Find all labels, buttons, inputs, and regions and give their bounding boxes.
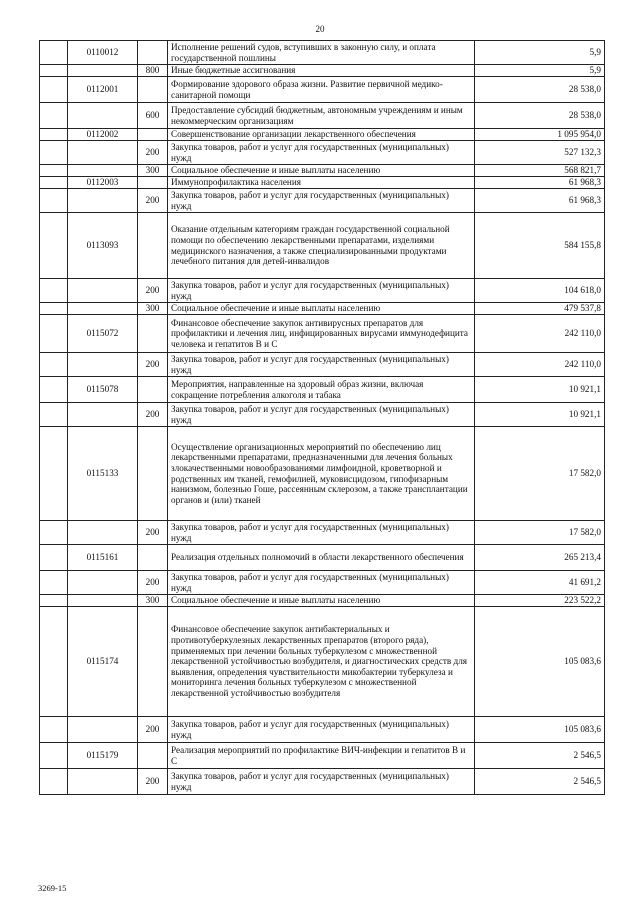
row-sum: 28 538,0 <box>475 103 605 129</box>
row-expense-type: 200 <box>138 279 168 303</box>
row-expense-type <box>138 177 168 189</box>
row-blank-cell <box>40 595 68 607</box>
row-expense-type: 300 <box>138 165 168 177</box>
row-sum: 17 582,0 <box>475 521 605 545</box>
row-blank-cell <box>40 403 68 427</box>
table-row <box>40 103 605 129</box>
table-row <box>40 769 605 795</box>
table-row <box>40 165 605 177</box>
row-name: Социальное обеспечение и иные выплаты населению <box>168 303 475 315</box>
row-target-code <box>68 353 138 377</box>
row-blank-cell <box>40 377 68 403</box>
table-row <box>40 521 605 545</box>
row-expense-type <box>138 315 168 353</box>
row-blank-cell <box>40 353 68 377</box>
row-target-code: 0110012 <box>68 41 138 65</box>
table-row <box>40 315 605 353</box>
row-target-code: 0115133 <box>68 427 138 521</box>
table-row <box>40 177 605 189</box>
row-name: Закупка товаров, работ и услуг для государственных (муниципальных) нужд <box>168 571 475 595</box>
row-blank-cell <box>40 189 68 213</box>
budget-table-body <box>40 41 605 795</box>
row-sum: 10 921,1 <box>475 403 605 427</box>
row-expense-type: 200 <box>138 141 168 165</box>
row-target-code: 0112002 <box>68 129 138 141</box>
row-target-code: 0112001 <box>68 77 138 103</box>
row-blank-cell <box>40 521 68 545</box>
row-expense-type <box>138 427 168 521</box>
row-blank-cell <box>40 129 68 141</box>
row-expense-type: 600 <box>138 103 168 129</box>
row-blank-cell <box>40 303 68 315</box>
row-name: Реализация отдельных полномочий в области лекарственного обеспечения <box>168 545 475 571</box>
row-name: Закупка товаров, работ и услуг для государственных (муниципальных) нужд <box>168 353 475 377</box>
row-sum: 527 132,3 <box>475 141 605 165</box>
row-name: Финансовое обеспечение закупок антивирусных препаратов для профилактики и лечения лиц, инфицированных вирусами иммунодефицита человека и гепатитов В и С <box>168 315 475 353</box>
row-target-code <box>68 189 138 213</box>
row-blank-cell <box>40 769 68 795</box>
row-blank-cell <box>40 165 68 177</box>
row-blank-cell <box>40 315 68 353</box>
table-row <box>40 545 605 571</box>
row-name: Финансовое обеспечение закупок антибактериальных и противотуберкулезных лекарственных препаратов (второго ряда), применяемых при лечении больных туберкулезом с множественной лекарственной устойчивостью возбудителя, и диагностических средств для выявления, определения чувствительности микобактерии туберкулеза и мониторинга лечения больных туберкулезом с множественной лекарственной устойчивостью возбудителя <box>168 607 475 717</box>
row-name: Реализация мероприятий по профилактике ВИЧ-инфекции и гепатитов В и С <box>168 743 475 769</box>
row-blank-cell <box>40 177 68 189</box>
row-target-code <box>68 103 138 129</box>
row-blank-cell <box>40 427 68 521</box>
row-target-code <box>68 571 138 595</box>
table-row <box>40 353 605 377</box>
row-sum: 242 110,0 <box>475 315 605 353</box>
row-expense-type: 200 <box>138 189 168 213</box>
row-sum: 5,9 <box>475 65 605 77</box>
row-blank-cell <box>40 141 68 165</box>
page-number: 20 <box>315 24 325 34</box>
row-name: Осуществление организационных мероприятий по обеспечению лиц лекарственными препаратами, предназначенными для лечения больных злокачественными новообразованиями лимфоидной, кроветворной и родственных им тканей, гемофилией, муковисцидозом, гипофизарным нанизмом, болезнью Гоше, рассеянным склерозом, а также трансплантации органов и (или) тканей <box>168 427 475 521</box>
row-target-code <box>68 65 138 77</box>
row-blank-cell <box>40 743 68 769</box>
row-expense-type: 200 <box>138 717 168 743</box>
row-sum: 265 213,4 <box>475 545 605 571</box>
row-name: Закупка товаров, работ и услуг для государственных (муниципальных) нужд <box>168 141 475 165</box>
row-sum: 2 546,5 <box>475 743 605 769</box>
row-blank-cell <box>40 545 68 571</box>
row-target-code: 0115161 <box>68 545 138 571</box>
row-name: Иммунопрофилактика населения <box>168 177 475 189</box>
row-expense-type <box>138 377 168 403</box>
row-name: Закупка товаров, работ и услуг для государственных (муниципальных) нужд <box>168 403 475 427</box>
row-target-code <box>68 403 138 427</box>
row-name: Исполнение решений судов, вступивших в законную силу, и оплата государственной пошлины <box>168 41 475 65</box>
table-row <box>40 213 605 279</box>
row-target-code <box>68 141 138 165</box>
row-name: Закупка товаров, работ и услуг для государственных (муниципальных) нужд <box>168 279 475 303</box>
row-target-code <box>68 595 138 607</box>
table-row <box>40 427 605 521</box>
table-row <box>40 303 605 315</box>
row-sum: 10 921,1 <box>475 377 605 403</box>
row-blank-cell <box>40 77 68 103</box>
row-sum: 479 537,8 <box>475 303 605 315</box>
row-target-code: 0115078 <box>68 377 138 403</box>
budget-table <box>39 40 605 795</box>
row-blank-cell <box>40 571 68 595</box>
row-expense-type: 200 <box>138 403 168 427</box>
row-name: Закупка товаров, работ и услуг для государственных (муниципальных) нужд <box>168 521 475 545</box>
row-blank-cell <box>40 103 68 129</box>
row-name: Социальное обеспечение и иные выплаты населению <box>168 595 475 607</box>
table-row <box>40 743 605 769</box>
table-row <box>40 141 605 165</box>
table-row <box>40 65 605 77</box>
row-expense-type <box>138 213 168 279</box>
row-name: Социальное обеспечение и иные выплаты населению <box>168 165 475 177</box>
row-target-code <box>68 769 138 795</box>
row-target-code <box>68 303 138 315</box>
row-expense-type <box>138 607 168 717</box>
row-sum: 242 110,0 <box>475 353 605 377</box>
row-sum: 17 582,0 <box>475 427 605 521</box>
table-row <box>40 717 605 743</box>
row-expense-type <box>138 41 168 65</box>
table-row <box>40 571 605 595</box>
row-sum: 2 546,5 <box>475 769 605 795</box>
row-target-code: 0112003 <box>68 177 138 189</box>
row-target-code: 0115072 <box>68 315 138 353</box>
row-blank-cell <box>40 717 68 743</box>
row-sum: 28 538,0 <box>475 77 605 103</box>
row-expense-type: 200 <box>138 521 168 545</box>
row-expense-type: 300 <box>138 303 168 315</box>
row-expense-type <box>138 545 168 571</box>
row-name: Формирование здорового образа жизни. Развитие первичной медико-санитарной помощи <box>168 77 475 103</box>
row-name: Закупка товаров, работ и услуг для государственных (муниципальных) нужд <box>168 769 475 795</box>
row-name: Закупка товаров, работ и услуг для государственных (муниципальных) нужд <box>168 189 475 213</box>
row-sum: 105 083,6 <box>475 607 605 717</box>
row-blank-cell <box>40 607 68 717</box>
table-row <box>40 607 605 717</box>
row-blank-cell <box>40 213 68 279</box>
row-sum: 105 083,6 <box>475 717 605 743</box>
row-expense-type: 200 <box>138 769 168 795</box>
row-sum: 1 095 954,0 <box>475 129 605 141</box>
table-row <box>40 41 605 65</box>
row-expense-type: 800 <box>138 65 168 77</box>
row-expense-type: 300 <box>138 595 168 607</box>
row-expense-type <box>138 77 168 103</box>
row-expense-type <box>138 129 168 141</box>
row-target-code <box>68 521 138 545</box>
table-row <box>40 129 605 141</box>
table-row <box>40 377 605 403</box>
row-expense-type <box>138 743 168 769</box>
table-row <box>40 77 605 103</box>
row-name: Предоставление субсидий бюджетным, автономным учреждениям и иным некоммерческим организациям <box>168 103 475 129</box>
row-name: Закупка товаров, работ и услуг для государственных (муниципальных) нужд <box>168 717 475 743</box>
row-sum: 568 821,7 <box>475 165 605 177</box>
row-blank-cell <box>40 279 68 303</box>
row-target-code <box>68 717 138 743</box>
row-name: Мероприятия, направленные на здоровый образ жизни, включая сокращение потребления алкоголя и табака <box>168 377 475 403</box>
row-sum: 5,9 <box>475 41 605 65</box>
row-name: Совершенствование организации лекарственного обеспечения <box>168 129 475 141</box>
row-name: Оказание отдельным категориям граждан государственной социальной помощи по обеспечению лекарственными препаратами, изделиями медицинского назначения, а также специализированными продуктами лечебного питания для детей-инвалидов <box>168 213 475 279</box>
row-sum: 61 968,3 <box>475 189 605 213</box>
table-row <box>40 403 605 427</box>
row-expense-type: 200 <box>138 571 168 595</box>
row-sum: 584 155,8 <box>475 213 605 279</box>
row-target-code: 0115174 <box>68 607 138 717</box>
row-target-code: 0113093 <box>68 213 138 279</box>
footer-document-code: 3269-15 <box>38 883 67 893</box>
table-row <box>40 189 605 213</box>
row-blank-cell <box>40 65 68 77</box>
row-sum: 104 618,0 <box>475 279 605 303</box>
row-blank-cell <box>40 41 68 65</box>
row-sum: 61 968,3 <box>475 177 605 189</box>
row-expense-type: 200 <box>138 353 168 377</box>
row-target-code: 0115179 <box>68 743 138 769</box>
table-row <box>40 595 605 607</box>
row-name: Иные бюджетные ассигнования <box>168 65 475 77</box>
row-sum: 41 691,2 <box>475 571 605 595</box>
row-target-code <box>68 165 138 177</box>
row-target-code <box>68 279 138 303</box>
row-sum: 223 522,2 <box>475 595 605 607</box>
table-row <box>40 279 605 303</box>
